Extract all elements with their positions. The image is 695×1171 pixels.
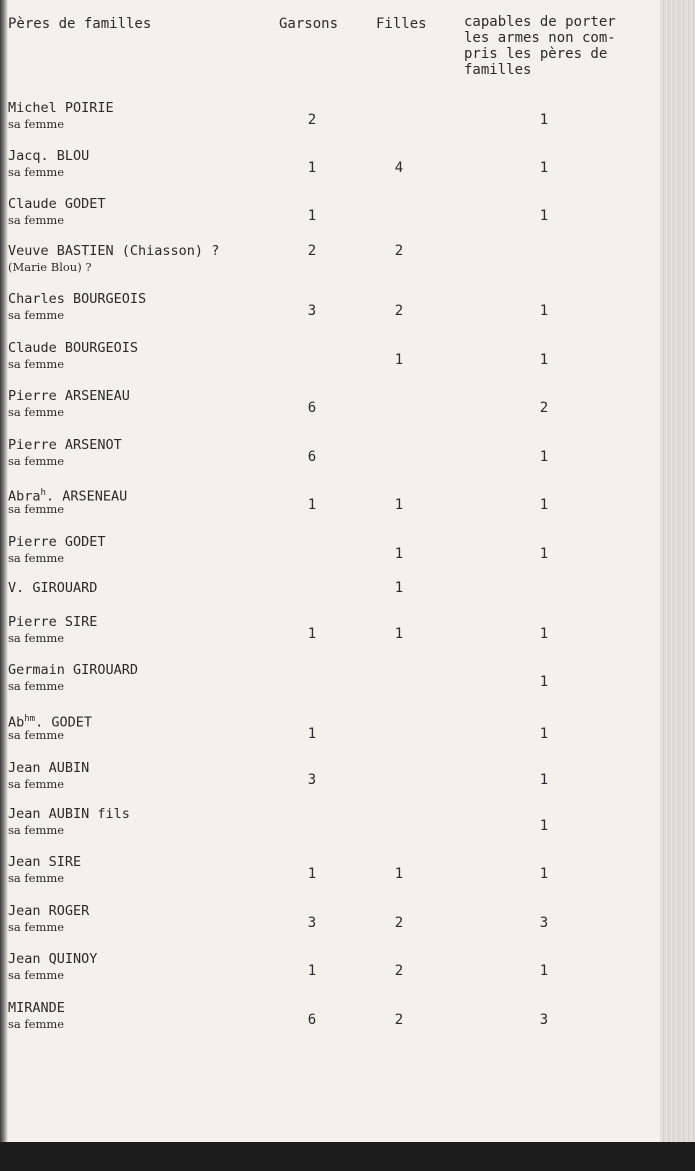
garsons-count: 2 bbox=[307, 243, 317, 259]
family-head-name-text: MIRANDE bbox=[8, 1000, 65, 1016]
garsons-count: 1 bbox=[307, 160, 317, 176]
family-head-name bbox=[8, 100, 114, 116]
family-head-name-text: Charles BOURGEOIS bbox=[8, 291, 147, 307]
table-row bbox=[0, 760, 660, 800]
spouse-label: sa femme bbox=[8, 117, 65, 131]
capables-count: 3 bbox=[539, 1012, 549, 1028]
name-superscript: h bbox=[40, 488, 46, 498]
family-head-name-text: Jean AUBIN fils bbox=[8, 806, 130, 822]
family-head-name bbox=[8, 662, 138, 678]
scan-bottom-edge bbox=[0, 1142, 695, 1171]
capables-count: 1 bbox=[539, 497, 549, 513]
table-row bbox=[0, 903, 660, 943]
capables-count: 1 bbox=[539, 352, 549, 368]
header-filles: Filles bbox=[376, 16, 427, 32]
table-row bbox=[0, 437, 660, 477]
filles-count: 2 bbox=[394, 915, 404, 931]
family-head-name bbox=[8, 437, 122, 453]
filles-count: 1 bbox=[394, 352, 404, 368]
family-head-name bbox=[8, 614, 97, 630]
spouse-label: sa femme bbox=[8, 871, 65, 885]
spouse-label: sa femme bbox=[8, 679, 65, 693]
table-row bbox=[0, 485, 660, 525]
header-peres-de-familles: Pères de familles bbox=[8, 16, 152, 32]
capables-count: 3 bbox=[539, 915, 549, 931]
filles-count: 1 bbox=[394, 580, 404, 596]
table-row bbox=[0, 951, 660, 991]
family-head-name-text: Jean SIRE bbox=[8, 854, 82, 870]
filles-count: 2 bbox=[394, 243, 404, 259]
family-head-name-rest: . ARSENEAU bbox=[45, 488, 128, 505]
spouse-label: sa femme bbox=[8, 823, 65, 837]
family-head-name bbox=[8, 760, 89, 776]
filles-count: 2 bbox=[394, 1012, 404, 1028]
table-row bbox=[0, 100, 660, 140]
capables-count: 1 bbox=[539, 963, 549, 979]
family-head-name bbox=[8, 291, 146, 307]
filles-count: 4 bbox=[394, 160, 404, 176]
table-row bbox=[0, 806, 660, 846]
garsons-count: 6 bbox=[307, 400, 317, 416]
spouse-label: sa femme bbox=[8, 1017, 65, 1031]
spouse-label: sa femme bbox=[8, 165, 65, 179]
capables-count: 1 bbox=[539, 626, 549, 642]
garsons-count: 3 bbox=[307, 303, 317, 319]
capables-count: 1 bbox=[539, 818, 549, 834]
garsons-count: 6 bbox=[307, 1012, 317, 1028]
family-head-name-text: Claude BOURGEOIS bbox=[8, 340, 139, 356]
family-head-name-text: Jean AUBIN bbox=[8, 760, 90, 776]
family-head-name-text: Claude GODET bbox=[8, 196, 106, 212]
spouse-label: sa femme bbox=[8, 213, 65, 227]
family-head-name-text: Abra bbox=[8, 488, 41, 505]
capables-count: 1 bbox=[539, 546, 549, 562]
family-head-name-text: Pierre ARSENEAU bbox=[8, 388, 130, 404]
garsons-count: 1 bbox=[307, 963, 317, 979]
garsons-count: 1 bbox=[307, 726, 317, 742]
garsons-count: 1 bbox=[307, 208, 317, 224]
family-head-name bbox=[8, 340, 138, 356]
family-head-name bbox=[8, 388, 130, 404]
table-row bbox=[0, 534, 660, 574]
family-head-name-text: Jacq. BLOU bbox=[8, 148, 90, 164]
spouse-label: sa femme bbox=[8, 357, 65, 371]
family-head-name bbox=[8, 243, 219, 259]
table-row bbox=[0, 243, 660, 283]
capables-count: 2 bbox=[539, 400, 549, 416]
table-row bbox=[0, 196, 660, 236]
table-row bbox=[0, 148, 660, 188]
garsons-count: 3 bbox=[307, 772, 317, 788]
filles-count: 1 bbox=[394, 866, 404, 882]
family-head-name-text: Pierre SIRE bbox=[8, 614, 98, 630]
spouse-label: sa femme bbox=[8, 308, 65, 322]
family-head-name bbox=[8, 903, 89, 919]
header-garsons: Garsons bbox=[279, 16, 339, 32]
family-head-name-text: Veuve BASTIEN (Chiasson) ? bbox=[8, 243, 220, 259]
capables-count: 1 bbox=[539, 112, 549, 128]
family-head-name-text: Jean ROGER bbox=[8, 903, 90, 919]
table-row bbox=[0, 291, 660, 331]
filles-count: 2 bbox=[394, 303, 404, 319]
table-row bbox=[0, 614, 660, 654]
table-row bbox=[0, 388, 660, 428]
family-head-name-text: Pierre ARSENOT bbox=[8, 437, 122, 453]
book-spine bbox=[660, 0, 695, 1142]
capables-count: 1 bbox=[539, 726, 549, 742]
spouse-label: sa femme bbox=[8, 728, 65, 742]
spouse-label: sa femme bbox=[8, 920, 65, 934]
family-head-name-rest: . GODET bbox=[35, 714, 93, 731]
family-head-name bbox=[8, 534, 106, 550]
spouse-label: sa femme bbox=[8, 551, 65, 565]
spouse-label: sa femme bbox=[8, 631, 65, 645]
spouse-label: sa femme bbox=[8, 777, 65, 791]
spouse-label: sa femme bbox=[8, 454, 65, 468]
family-head-name-text: Germain GIROUARD bbox=[8, 662, 139, 678]
spouse-label: sa femme bbox=[8, 968, 65, 982]
garsons-count: 2 bbox=[307, 112, 317, 128]
filles-count: 2 bbox=[394, 963, 404, 979]
capables-count: 1 bbox=[539, 208, 549, 224]
filles-count: 1 bbox=[394, 546, 404, 562]
table-row bbox=[0, 854, 660, 894]
name-superscript: hm bbox=[24, 714, 36, 724]
family-head-name-text: Ab bbox=[8, 714, 25, 731]
family-head-name bbox=[8, 196, 106, 212]
family-head-name-text: Pierre GODET bbox=[8, 534, 106, 550]
family-head-name-text: Jean QUINOY bbox=[8, 951, 98, 967]
family-head-name bbox=[8, 1000, 65, 1016]
garsons-count: 1 bbox=[307, 626, 317, 642]
family-head-name bbox=[8, 806, 130, 822]
table-row bbox=[0, 1000, 660, 1040]
capables-count: 1 bbox=[539, 866, 549, 882]
capables-count: 1 bbox=[539, 449, 549, 465]
spouse-label: (Marie Blou) ? bbox=[8, 260, 92, 274]
capables-count: 1 bbox=[539, 674, 549, 690]
family-head-name bbox=[8, 854, 81, 870]
garsons-count: 1 bbox=[307, 866, 317, 882]
filles-count: 1 bbox=[394, 497, 404, 513]
table-row bbox=[0, 711, 660, 751]
header-capables: capables de porter les armes non com- pris les pères de familles bbox=[464, 14, 616, 78]
family-head-name-text: V. GIROUARD bbox=[8, 580, 98, 596]
table-row bbox=[0, 662, 660, 702]
family-head-name-text: Michel POIRIE bbox=[8, 100, 114, 116]
family-head-name bbox=[8, 580, 97, 596]
capables-count: 1 bbox=[539, 160, 549, 176]
garsons-count: 1 bbox=[307, 497, 317, 513]
filles-count: 1 bbox=[394, 626, 404, 642]
table-row bbox=[0, 340, 660, 380]
spouse-label: sa femme bbox=[8, 405, 65, 419]
capables-count: 1 bbox=[539, 303, 549, 319]
spouse-label: sa femme bbox=[8, 502, 65, 516]
capables-count: 1 bbox=[539, 772, 549, 788]
family-head-name bbox=[8, 148, 89, 164]
garsons-count: 3 bbox=[307, 915, 317, 931]
garsons-count: 6 bbox=[307, 449, 317, 465]
family-head-name bbox=[8, 951, 97, 967]
